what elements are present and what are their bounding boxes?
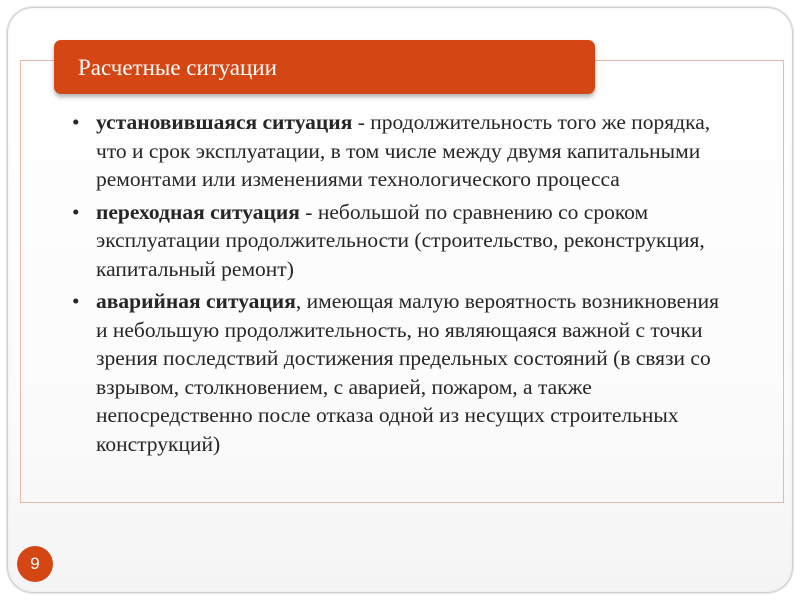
bullet-text: , имеющая малую вероятность возникновения и небольшую продолжительность, но являющаяся важной с точки зрения последствий достижения предельных состояний (в связи со взрывом, столкновением, с аварией, пожаром, а также непосредственно после отказа одной из несущих строительных конструкций): [96, 289, 720, 456]
bullet-icon: •: [72, 110, 80, 134]
bullet-item: [70, 287, 720, 458]
bullet-icon: •: [72, 199, 80, 224]
bullet-term: переходная ситуация: [96, 199, 300, 224]
bullet-text: - небольшой по сравнению со сроком эксплуатации продолжительности (строительство, реконструкция, капитальный ремонт): [96, 199, 705, 281]
bullet-text: - продолжительность того же порядка, что и срок эксплуатации, в том числе между двумя капитальными ремонтами или изменениями технологического процесса: [96, 110, 711, 191]
bullet-icon: •: [72, 289, 80, 313]
bullet-item: [70, 198, 720, 284]
title-bar: [54, 40, 595, 94]
bullet-item: [70, 108, 720, 194]
bullet-list: [70, 108, 720, 462]
bullet-term: установившаяся ситуация: [96, 110, 353, 134]
slide-title: Расчетные ситуации: [78, 54, 277, 80]
bullet-term: аварийная ситуация: [96, 289, 296, 313]
page-number-badge: 9: [17, 546, 53, 582]
